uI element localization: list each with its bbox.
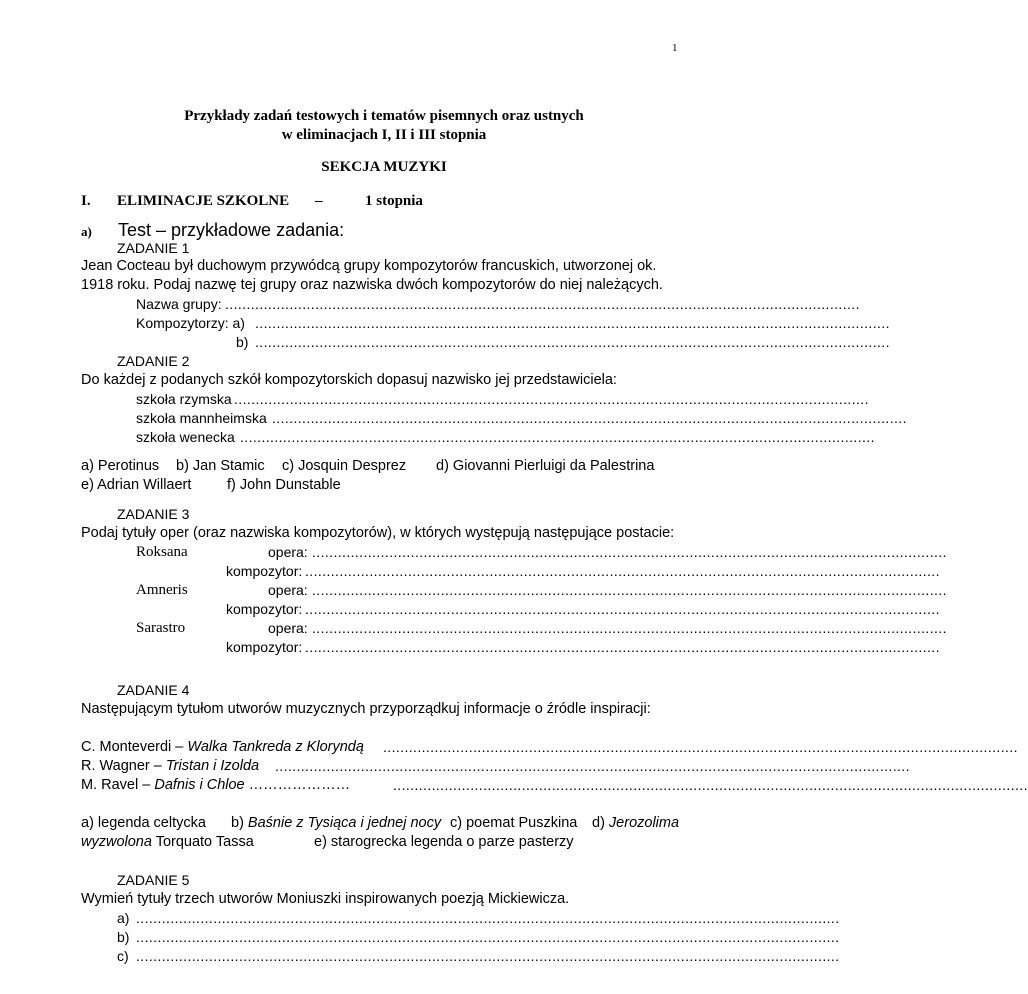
answer-marker: b) <box>117 929 130 945</box>
school-item: szkoła mannheimska <box>136 410 267 426</box>
character-name: Sarastro <box>136 620 186 636</box>
option-item: a) Perotinus <box>81 458 160 474</box>
answer-line[interactable]: .................................................................................................................................................... <box>305 601 940 617</box>
answer-line[interactable]: .................................................................................................................................................................... <box>136 929 840 945</box>
opt-d-author: Torquato Tassa <box>151 834 254 850</box>
task4-opt-a: a) legenda celtycka <box>81 815 206 831</box>
opt-d-title2: wyzwolona <box>81 834 152 850</box>
answer-line[interactable]: .................................................................................................................................................... <box>240 429 875 445</box>
task2-title: ZADANIE 2 <box>117 353 190 369</box>
answer-line[interactable]: .................................................................................................................................................... <box>393 777 1028 793</box>
answer-line[interactable]: .................................................................................................................................................... <box>312 582 947 598</box>
part-a-label: Test – przykładowe zadania: <box>118 220 345 240</box>
work-item <box>81 739 364 755</box>
opera-label: opera: <box>268 544 308 560</box>
page-number: 1 <box>672 42 678 54</box>
opt-b-title: Baśnie z Tysiąca i jednej nocy <box>247 815 442 831</box>
character-name: Roksana <box>136 544 188 560</box>
option-item: c) Josquin Desprez <box>282 458 407 474</box>
answer-line[interactable]: .................................................................................................................................................... <box>255 334 890 350</box>
answer-line[interactable]: .................................................................................................................................................... <box>225 296 860 312</box>
composer-label: kompozytor: <box>226 601 303 617</box>
task4-prompt: Następującym tytułom utworów muzycznych przyporządkuj informacje o źródle inspiracji: <box>81 701 651 717</box>
answer-marker: a) <box>117 910 130 926</box>
task4-opt-b <box>231 815 441 831</box>
answer-line[interactable]: .................................................................................................................................................... <box>255 315 890 331</box>
task1-composers-label: Kompozytorzy: a) <box>136 315 245 331</box>
task1-group-label: Nazwa grupy: <box>136 296 222 312</box>
task5-title: ZADANIE 5 <box>117 872 190 888</box>
composer-label: kompozytor: <box>226 563 303 579</box>
answer-line[interactable]: .................................................................................................................................................... <box>272 410 907 426</box>
task3-title: ZADANIE 3 <box>117 506 190 522</box>
answer-line[interactable]: .................................................................................................................................................... <box>234 391 869 407</box>
opt-d-title: Jerozolima <box>608 815 680 831</box>
school-item: szkoła wenecka <box>136 429 235 445</box>
document-title-line2: w eliminacjach I, II i III stopnia <box>281 127 487 143</box>
ravel-dots: ………………… <box>248 777 351 793</box>
task4-opt-d-cont <box>81 834 254 850</box>
option-item: f) John Dunstable <box>227 477 341 493</box>
task3-prompt: Podaj tytuły oper (oraz nazwiska kompozytorów), w których występują następujące postacie: <box>81 525 675 541</box>
document-title-line1: Przykłady zadań testowych i tematów pisemnych oraz ustnych <box>184 108 584 124</box>
answer-line[interactable]: .................................................................................................................................................................... <box>136 948 840 964</box>
answer-marker: c) <box>117 948 129 964</box>
section-title: SEKCJA MUZYKI <box>321 159 447 175</box>
heading-level: 1 stopnia <box>365 193 423 209</box>
composer-label: kompozytor: <box>226 639 303 655</box>
opera-label: opera: <box>268 582 308 598</box>
heading-label: ELIMINACJE SZKOLNE <box>117 193 290 209</box>
option-item: b) Jan Stamic <box>176 458 265 474</box>
task4-opt-c: c) poemat Puszkina <box>450 815 578 831</box>
task1-line2: 1918 roku. Podaj nazwę tej grupy oraz nazwiska dwóch kompozytorów do niej należących. <box>81 277 663 293</box>
answer-line[interactable]: .................................................................................................................................................... <box>312 620 947 636</box>
answer-line[interactable]: .................................................................................................................................................................... <box>136 910 840 926</box>
task1-line1: Jean Cocteau był duchowym przywódcą grupy kompozytorów francuskich, utworzonej ok. <box>81 258 657 274</box>
answer-line[interactable]: .................................................................................................................................................... <box>305 639 940 655</box>
task1-b-label: b) <box>236 334 249 350</box>
opera-label: opera: <box>268 620 308 636</box>
task4-opt-d <box>592 815 679 831</box>
school-item: szkoła rzymska <box>136 391 232 407</box>
option-item: e) Adrian Willaert <box>81 477 192 493</box>
answer-line[interactable]: .................................................................................................................................................... <box>383 739 1018 755</box>
character-name: Amneris <box>136 582 188 598</box>
heading-numeral: I. <box>81 193 91 209</box>
task2-prompt: Do każdej z podanych szkół kompozytorskich dopasuj nazwisko jej przedstawiciela: <box>81 372 617 388</box>
task5-prompt: Wymień tytuły trzech utworów Moniuszki inspirowanych poezją Mickiewicza. <box>81 891 570 907</box>
work-item <box>81 777 350 793</box>
opt-d-prefix: d) <box>592 815 609 831</box>
work-composer: C. Monteverdi – <box>81 739 188 755</box>
answer-line[interactable]: .................................................................................................................................................... <box>305 563 940 579</box>
work-composer: M. Ravel – <box>81 777 155 793</box>
opt-b-prefix: b) <box>231 815 248 831</box>
heading-dash: – <box>315 193 323 209</box>
part-a-marker: a) <box>81 224 92 239</box>
work-title: Walka Tankreda z Kloryndą <box>187 739 364 755</box>
answer-line[interactable]: .................................................................................................................................................... <box>312 544 947 560</box>
work-title: Dafnis i Chloe <box>154 777 245 793</box>
answer-line[interactable]: .................................................................................................................................................... <box>275 758 910 774</box>
task4-title: ZADANIE 4 <box>117 682 190 698</box>
work-composer: R. Wagner – <box>81 758 166 774</box>
task4-opt-e: e) starogrecka legenda o parze pasterzy <box>314 834 574 850</box>
work-title: Tristan i Izolda <box>165 758 260 774</box>
option-item: d) Giovanni Pierluigi da Palestrina <box>436 458 655 474</box>
task1-title: ZADANIE 1 <box>117 240 190 256</box>
work-item <box>81 758 259 774</box>
